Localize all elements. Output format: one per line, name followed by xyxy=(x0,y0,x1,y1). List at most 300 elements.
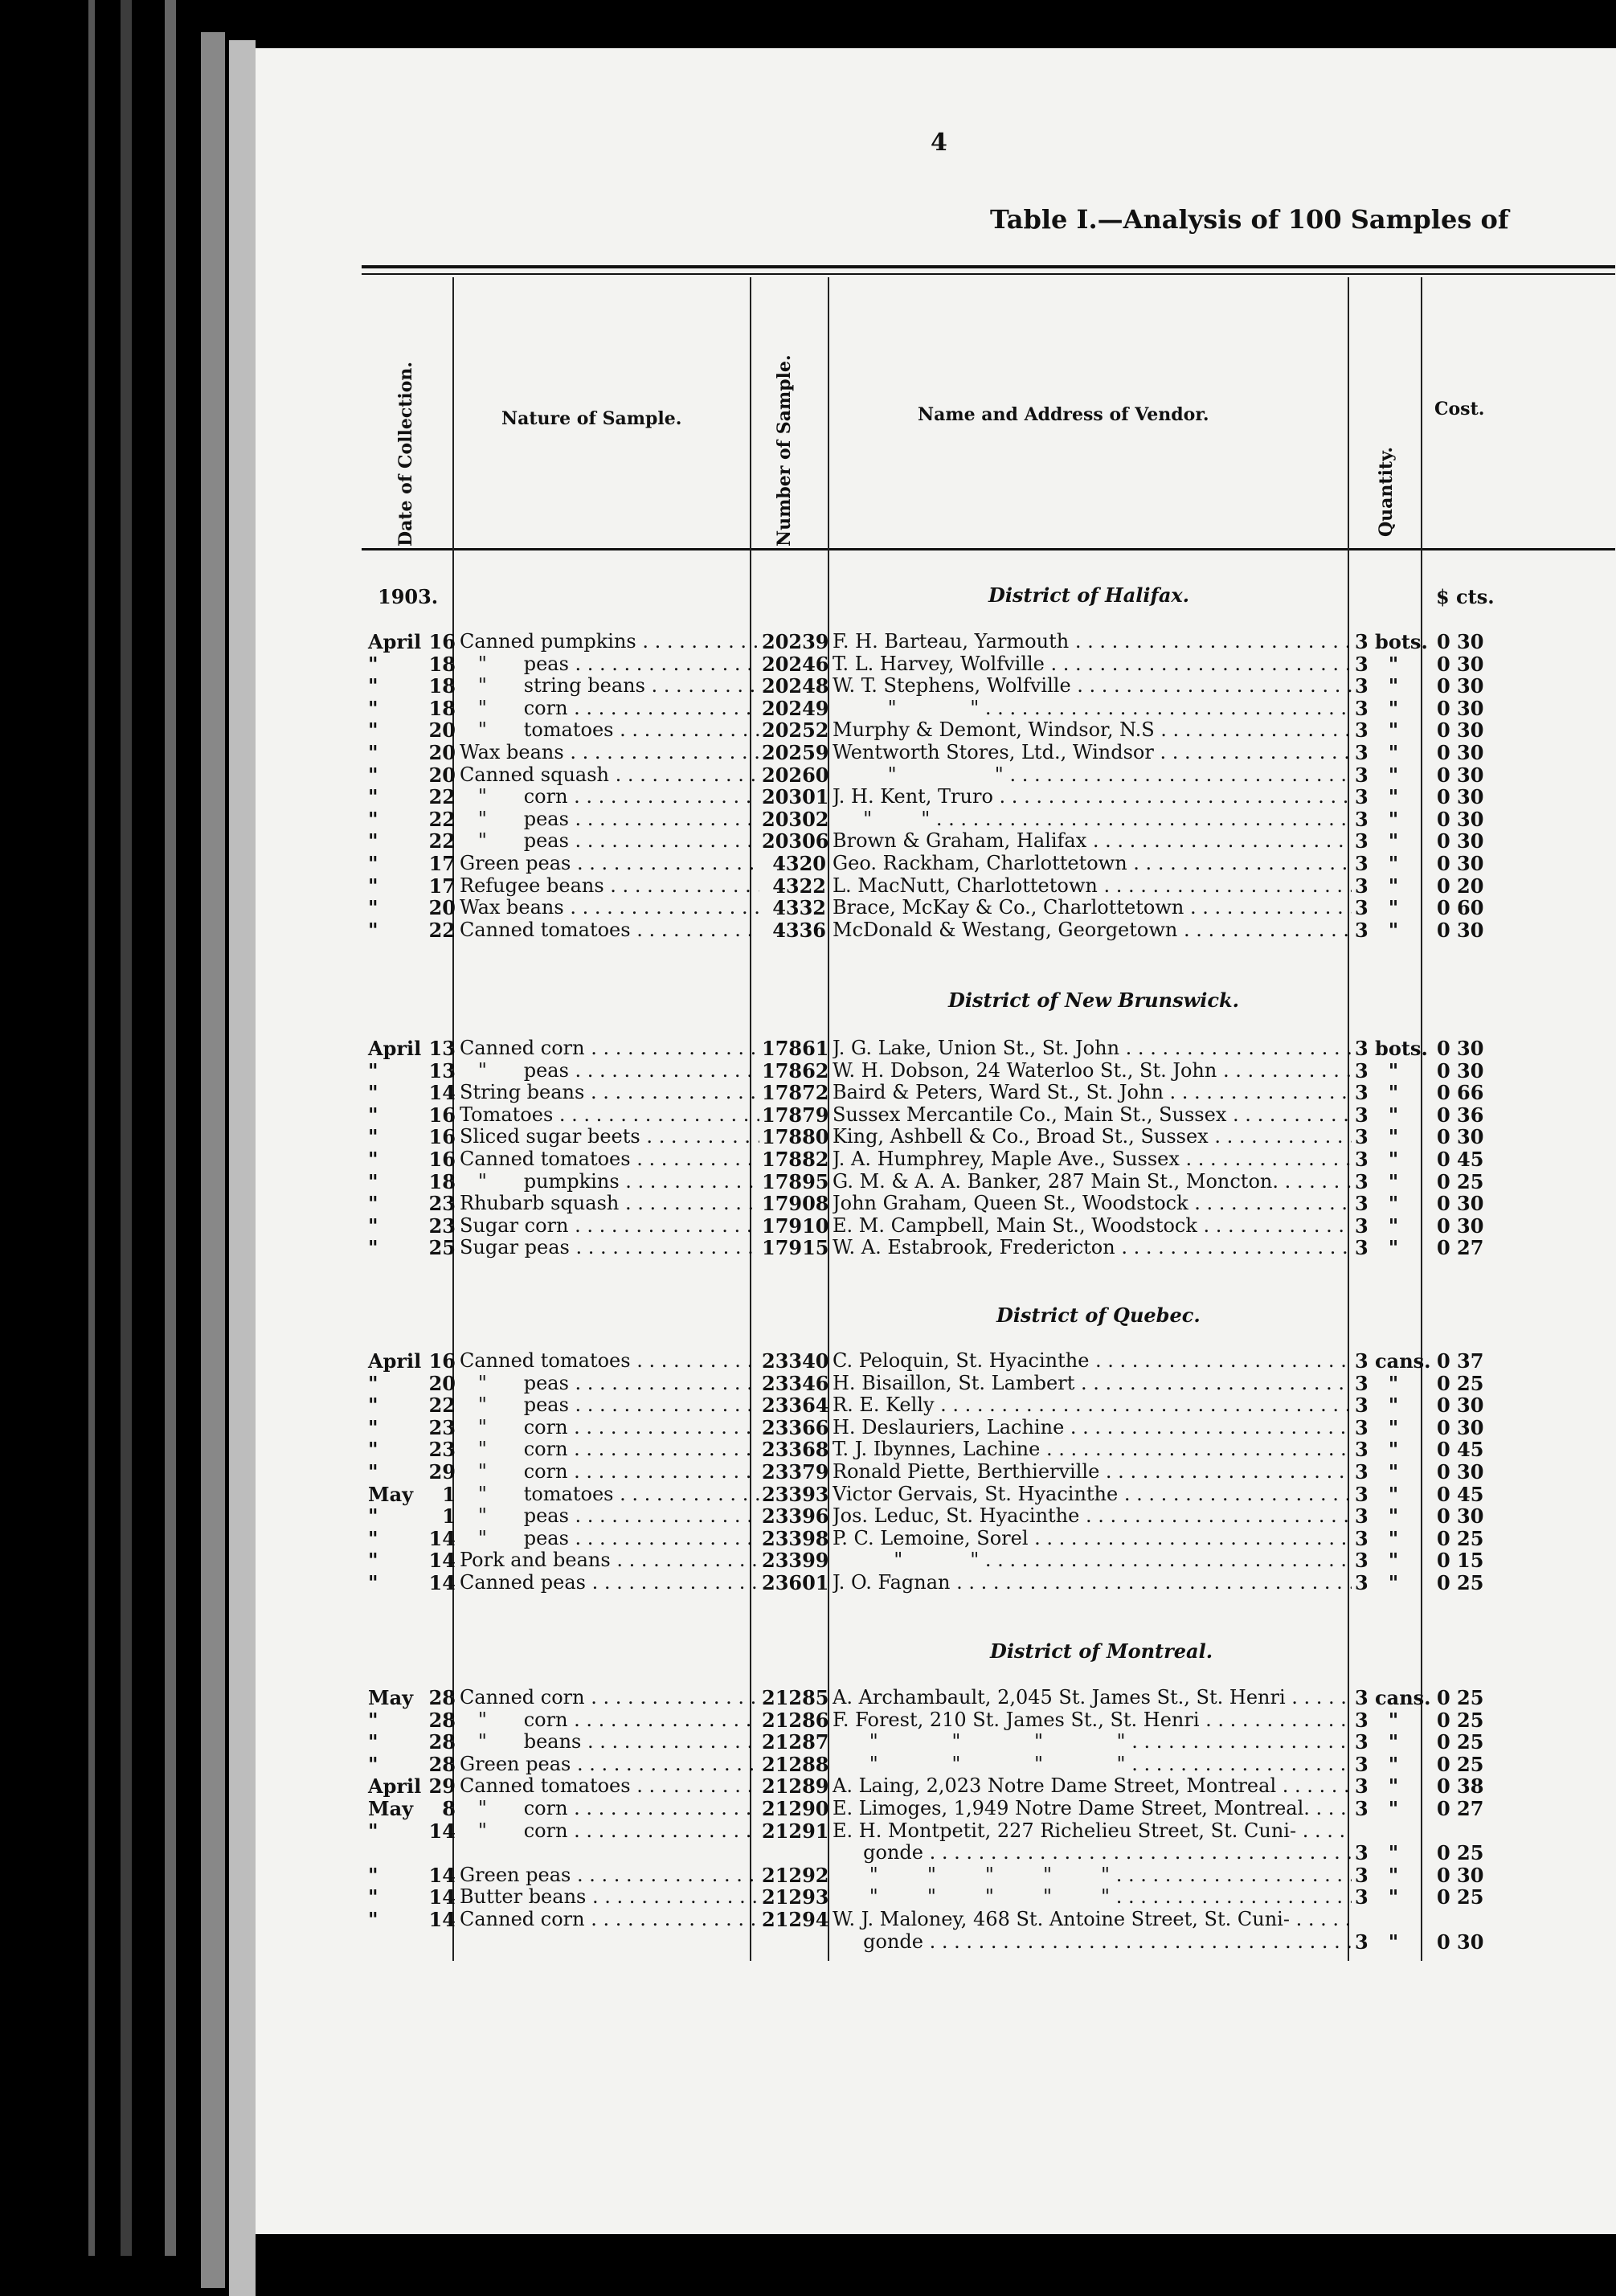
date-month: " xyxy=(368,1549,378,1573)
sample-nature: " pumpkins . . . xyxy=(460,1170,759,1193)
table-row xyxy=(0,1797,1616,1819)
district-heading: District of Montreal. xyxy=(990,1639,1213,1663)
vendor-name: " " " " " . . . xyxy=(833,1864,1352,1886)
date-day: 14 xyxy=(428,1549,456,1573)
table-row xyxy=(0,808,1616,830)
date-month: " xyxy=(368,1708,378,1732)
cost: 0 25 xyxy=(1437,1169,1484,1193)
quantity: 3 " xyxy=(1355,874,1399,898)
quantity: 3 " xyxy=(1355,807,1399,831)
quantity: 3 bots. xyxy=(1355,1037,1428,1060)
table-row xyxy=(0,1908,1616,1930)
date-day: 8 xyxy=(442,1797,456,1820)
sample-nature: Canned corn . . . xyxy=(460,1037,759,1059)
cost: 0 38 xyxy=(1437,1774,1484,1799)
quantity: 3 " xyxy=(1355,852,1399,875)
quantity: 3 " xyxy=(1355,1482,1399,1506)
sample-nature: " corn . . . xyxy=(460,1416,759,1439)
table-row xyxy=(0,1686,1616,1709)
table-row xyxy=(0,1930,1616,1953)
sample-nature: " peas . . . xyxy=(460,653,759,675)
cost: 0 30 xyxy=(1437,1394,1484,1418)
vendor-name: W. A. Estabrook, Fredericton . . . xyxy=(833,1236,1352,1259)
date-day: 22 xyxy=(428,807,456,831)
vendor-name: T. L. Harvey, Wolfville . . . xyxy=(833,653,1352,675)
cost: 0 30 xyxy=(1437,918,1484,942)
quantity: 3 " xyxy=(1355,674,1399,698)
vendor-name: E. H. Montpetit, 227 Richelieu Street, St. Cuni- . . . xyxy=(833,1819,1352,1842)
date-day: 14 xyxy=(428,1819,456,1843)
date-month: " xyxy=(368,1394,378,1418)
date-month: " xyxy=(368,1415,378,1439)
date-month: " xyxy=(368,718,378,743)
vendor-name: W. T. Stephens, Wolfville . . . xyxy=(833,674,1352,697)
quantity: 3 " xyxy=(1355,1504,1399,1529)
sample-number: 21291 xyxy=(762,1819,829,1843)
district-heading: District of Quebec. xyxy=(996,1304,1201,1327)
date-day: 18 xyxy=(428,696,456,720)
vendor-name: Baird & Peters, Ward St., St. John . . . xyxy=(833,1081,1352,1103)
quantity: 3 " xyxy=(1355,1841,1399,1865)
sample-nature: Canned squash . . . xyxy=(460,763,759,786)
quantity: 3 " xyxy=(1355,1192,1399,1216)
cost: 0 30 xyxy=(1437,1037,1484,1060)
sample-number: 17861 xyxy=(762,1037,829,1060)
date-day: 16 xyxy=(428,630,456,653)
date-month: April xyxy=(368,630,422,653)
cost: 0 45 xyxy=(1437,1438,1484,1462)
table-row xyxy=(0,1730,1616,1753)
sample-nature: " peas . . . xyxy=(460,829,759,852)
date-month: " xyxy=(368,1504,378,1529)
vendor-name: Geo. Rackham, Charlottetown . . . xyxy=(833,852,1352,874)
sample-nature: Canned tomatoes . . . xyxy=(460,1349,759,1372)
quantity: 3 " xyxy=(1355,918,1399,942)
table-row xyxy=(0,874,1616,897)
sample-number: 21286 xyxy=(762,1708,829,1732)
table-row xyxy=(0,1372,1616,1394)
vendor-name: Ronald Piette, Berthierville . . . xyxy=(833,1460,1352,1483)
cost: 0 30 xyxy=(1437,1192,1484,1216)
quantity: 3 " xyxy=(1355,785,1399,809)
sample-number: 20301 xyxy=(762,785,829,809)
vendor-name: " " " " " . . . xyxy=(833,1885,1352,1908)
sample-number: 20248 xyxy=(762,674,829,698)
table-row xyxy=(0,763,1616,786)
date-day: 20 xyxy=(428,1371,456,1395)
vendor-name: Victor Gervais, St. Hyacinthe . . . xyxy=(833,1483,1352,1505)
header-number: Number of Sample. xyxy=(774,354,795,546)
date-day: 20 xyxy=(428,718,456,743)
date-day: 14 xyxy=(428,1885,456,1909)
vendor-name: Jos. Leduc, St. Hyacinthe . . . xyxy=(833,1504,1352,1527)
cost: 0 30 xyxy=(1437,785,1484,809)
sample-nature: " peas . . . xyxy=(460,1394,759,1416)
quantity: 3 " xyxy=(1355,1863,1399,1887)
table-row xyxy=(0,1103,1616,1126)
sample-number: 23396 xyxy=(762,1504,829,1529)
quantity: 3 " xyxy=(1355,1885,1399,1909)
date-day: 1 xyxy=(442,1482,456,1506)
sample-number: 23340 xyxy=(762,1349,829,1373)
date-day: 28 xyxy=(428,1752,456,1776)
quantity: 3 bots. xyxy=(1355,630,1428,653)
quantity: 3 " xyxy=(1355,1571,1399,1594)
sample-number: 17872 xyxy=(762,1081,829,1105)
table-row xyxy=(0,1170,1616,1193)
sample-nature: Canned tomatoes . . . xyxy=(460,1148,759,1170)
vendor-name: H. Deslauriers, Lachine . . . xyxy=(833,1416,1352,1439)
sample-nature: " corn . . . xyxy=(460,1460,759,1483)
header-rule xyxy=(362,548,1615,550)
quantity: 3 " xyxy=(1355,1797,1399,1820)
date-month: " xyxy=(368,1730,378,1754)
sample-nature: " peas . . . xyxy=(460,1372,759,1394)
table-row xyxy=(0,1125,1616,1148)
sample-number: 4336 xyxy=(772,918,826,942)
cost: 0 37 xyxy=(1437,1349,1484,1373)
sample-number: 23346 xyxy=(762,1371,829,1395)
date-day: 22 xyxy=(428,785,456,809)
table-row xyxy=(0,1709,1616,1731)
sample-number: 21285 xyxy=(762,1686,829,1709)
date-month: " xyxy=(368,874,378,898)
table-row xyxy=(0,697,1616,719)
sample-number: 17908 xyxy=(762,1192,829,1216)
quantity: 3 " xyxy=(1355,1460,1399,1484)
vendor-name: W. H. Dobson, 24 Waterloo St., St. John . . . xyxy=(833,1059,1352,1082)
cost: 0 30 xyxy=(1437,1415,1484,1439)
sample-nature: Refugee beans . . . xyxy=(460,874,759,897)
date-month: " xyxy=(368,1571,378,1594)
sample-nature: " peas . . . xyxy=(460,808,759,830)
quantity: 3 cans. xyxy=(1355,1349,1431,1373)
date-day: 14 xyxy=(428,1863,456,1887)
sample-number: 21288 xyxy=(762,1752,829,1776)
header-date: Date of Collection. xyxy=(395,361,416,546)
vendor-name: R. E. Kelly . . . xyxy=(833,1394,1352,1416)
sample-number: 20252 xyxy=(762,718,829,743)
vendor-name: J. H. Kent, Truro . . . xyxy=(833,785,1352,808)
vendor-name: A. Archambault, 2,045 St. James St., St. Henri . . . xyxy=(833,1686,1352,1709)
table-row xyxy=(0,1192,1616,1214)
quantity: 3 " xyxy=(1355,1169,1399,1193)
table-title: Table I.—Analysis of 100 Samples of xyxy=(990,204,1509,235)
vendor-name: Brace, McKay & Co., Charlottetown . . . xyxy=(833,896,1352,919)
date-day: 17 xyxy=(428,874,456,898)
table-row xyxy=(0,1527,1616,1549)
cost: 0 66 xyxy=(1437,1081,1484,1105)
table-row xyxy=(0,1416,1616,1439)
sample-nature: Sugar corn . . . xyxy=(460,1214,759,1237)
table-row xyxy=(0,1571,1616,1594)
sample-nature: Canned corn . . . xyxy=(460,1908,759,1930)
date-day: 23 xyxy=(428,1192,456,1216)
table-row xyxy=(0,1864,1616,1886)
sample-number: 20306 xyxy=(762,829,829,853)
sample-number: 20239 xyxy=(762,630,829,653)
date-month: " xyxy=(368,918,378,942)
sample-number: 20246 xyxy=(762,652,829,676)
cost: 0 30 xyxy=(1437,763,1484,787)
cost: 0 30 xyxy=(1437,829,1484,853)
date-day: 23 xyxy=(428,1213,456,1238)
date-month: " xyxy=(368,674,378,698)
table-row xyxy=(0,718,1616,741)
quantity: 3 " xyxy=(1355,1394,1399,1418)
sample-nature: " tomatoes . . . xyxy=(460,718,759,741)
sample-number: 17910 xyxy=(762,1213,829,1238)
date-day: 22 xyxy=(428,829,456,853)
table-row xyxy=(0,1549,1616,1571)
header-quantity: Quantity. xyxy=(1376,446,1397,537)
quantity: 3 " xyxy=(1355,829,1399,853)
date-day: 23 xyxy=(428,1438,456,1462)
vendor-name: John Graham, Queen St., Woodstock . . . xyxy=(833,1192,1352,1214)
header-cost: Cost. xyxy=(1434,399,1485,420)
date-month: " xyxy=(368,1236,378,1260)
cost: 0 30 xyxy=(1437,1058,1484,1083)
cost: 0 30 xyxy=(1437,1125,1484,1149)
cost: 0 27 xyxy=(1437,1236,1484,1260)
cost: 0 25 xyxy=(1437,1686,1484,1709)
date-day: 13 xyxy=(428,1037,456,1060)
table-row xyxy=(0,852,1616,874)
cost: 0 25 xyxy=(1437,1752,1484,1776)
table-row xyxy=(0,653,1616,675)
vendor-name: E. M. Campbell, Main St., Woodstock . . . xyxy=(833,1214,1352,1237)
vendor-name: A. Laing, 2,023 Notre Dame Street, Montreal . . . xyxy=(833,1774,1352,1797)
table-row xyxy=(0,1841,1616,1864)
cost: 0 30 xyxy=(1437,718,1484,743)
vendor-name: " " . . . xyxy=(833,808,1352,830)
sample-nature: Rhubarb squash . . . xyxy=(460,1192,759,1214)
table-row xyxy=(0,1081,1616,1103)
date-month: " xyxy=(368,1819,378,1843)
cost: 0 25 xyxy=(1437,1841,1484,1865)
vendor-name: Wentworth Stores, Ltd., Windsor . . . xyxy=(833,741,1352,763)
quantity: 3 " xyxy=(1355,1371,1399,1395)
date-day: 23 xyxy=(428,1415,456,1439)
date-month: April xyxy=(368,1037,422,1060)
sample-nature: Canned tomatoes . . . xyxy=(460,919,759,941)
date-month: " xyxy=(368,1752,378,1776)
date-day: 28 xyxy=(428,1686,456,1709)
cost: 0 25 xyxy=(1437,1730,1484,1754)
sample-nature: String beans . . . xyxy=(460,1081,759,1103)
table-row xyxy=(0,1236,1616,1259)
sample-nature: " peas . . . xyxy=(460,1504,759,1527)
cost: 0 25 xyxy=(1437,1708,1484,1732)
quantity: 3 " xyxy=(1355,1774,1399,1799)
vendor-name: W. J. Maloney, 468 St. Antoine Street, St. Cuni- . . . xyxy=(833,1908,1352,1930)
header-vendor: Name and Address of Vendor. xyxy=(918,404,1209,425)
sample-nature: " peas . . . xyxy=(460,1059,759,1082)
quantity: 3 " xyxy=(1355,1752,1399,1776)
date-month: " xyxy=(368,807,378,831)
table-row xyxy=(0,1504,1616,1527)
quantity: 3 " xyxy=(1355,1930,1399,1954)
cost: 0 30 xyxy=(1437,1213,1484,1238)
sample-number: 4320 xyxy=(772,852,826,875)
date-month: " xyxy=(368,1192,378,1216)
sample-number: 23398 xyxy=(762,1526,829,1550)
date-month: " xyxy=(368,1081,378,1105)
date-day: 22 xyxy=(428,918,456,942)
vendor-name: J. A. Humphrey, Maple Ave., Sussex . . . xyxy=(833,1148,1352,1170)
sample-nature: Green peas . . . xyxy=(460,1753,759,1775)
date-month: " xyxy=(368,829,378,853)
sample-number: 20260 xyxy=(762,763,829,787)
table-row xyxy=(0,1037,1616,1059)
cost: 0 45 xyxy=(1437,1482,1484,1506)
sample-nature: Canned peas . . . xyxy=(460,1571,759,1594)
date-day: 1 xyxy=(442,1504,456,1529)
date-month: " xyxy=(368,1908,378,1931)
date-day: 18 xyxy=(428,652,456,676)
quantity: 3 " xyxy=(1355,1103,1399,1127)
sample-nature: Sliced sugar beets . . . xyxy=(460,1125,759,1148)
sample-nature: " corn . . . xyxy=(460,1797,759,1819)
date-day: 28 xyxy=(428,1708,456,1732)
sample-number: 23368 xyxy=(762,1438,829,1462)
table-row xyxy=(0,1214,1616,1237)
date-day: 14 xyxy=(428,1571,456,1594)
cost: 0 36 xyxy=(1437,1103,1484,1127)
table-row xyxy=(0,674,1616,697)
sample-nature: Canned corn . . . xyxy=(460,1686,759,1709)
quantity: 3 " xyxy=(1355,1708,1399,1732)
sample-nature: Sugar peas . . . xyxy=(460,1236,759,1259)
vendor-name: F. H. Barteau, Yarmouth . . . xyxy=(833,630,1352,653)
sample-number: 23399 xyxy=(762,1549,829,1573)
cost: 0 30 xyxy=(1437,652,1484,676)
quantity: 3 " xyxy=(1355,741,1399,764)
date-day: 16 xyxy=(428,1148,456,1171)
date-day: 17 xyxy=(428,852,456,875)
sample-nature: " corn . . . xyxy=(460,785,759,808)
date-day: 14 xyxy=(428,1081,456,1105)
date-month: " xyxy=(368,1526,378,1550)
date-day: 29 xyxy=(428,1460,456,1484)
cost: 0 45 xyxy=(1437,1148,1484,1171)
sample-nature: " string beans . . . xyxy=(460,674,759,697)
date-month: April xyxy=(368,1774,422,1799)
table-row xyxy=(0,1774,1616,1797)
date-day: 14 xyxy=(428,1908,456,1931)
sample-number: 21292 xyxy=(762,1863,829,1887)
quantity: 3 " xyxy=(1355,1058,1399,1083)
cost: 0 30 xyxy=(1437,630,1484,653)
sample-number: 21287 xyxy=(762,1730,829,1754)
cost: 0 25 xyxy=(1437,1885,1484,1909)
sample-nature: Canned pumpkins . . . xyxy=(460,630,759,653)
date-day: 18 xyxy=(428,1169,456,1193)
table-row xyxy=(0,1753,1616,1775)
sample-number: 17880 xyxy=(762,1125,829,1149)
cost: 0 20 xyxy=(1437,874,1484,898)
table-row xyxy=(0,741,1616,763)
date-day: 22 xyxy=(428,1394,456,1418)
top-rule xyxy=(362,273,1615,275)
sample-nature: " tomatoes . . . xyxy=(460,1483,759,1505)
sample-number: 23379 xyxy=(762,1460,829,1484)
cost: 0 25 xyxy=(1437,1526,1484,1550)
date-month: May xyxy=(368,1797,414,1820)
quantity: 3 " xyxy=(1355,1125,1399,1149)
date-month: May xyxy=(368,1686,414,1709)
date-month: " xyxy=(368,696,378,720)
sample-nature: Butter beans . . . xyxy=(460,1885,759,1908)
date-day: 28 xyxy=(428,1730,456,1754)
table-row xyxy=(0,919,1616,941)
table-row xyxy=(0,1349,1616,1372)
date-day: 18 xyxy=(428,674,456,698)
date-day: 20 xyxy=(428,741,456,764)
cost: 0 30 xyxy=(1437,674,1484,698)
sample-nature: " corn . . . xyxy=(460,697,759,719)
sample-number: 20259 xyxy=(762,741,829,764)
cost: 0 25 xyxy=(1437,1571,1484,1594)
date-month: " xyxy=(368,1863,378,1887)
header-nature: Nature of Sample. xyxy=(501,408,682,429)
date-month: " xyxy=(368,1058,378,1083)
date-day: 29 xyxy=(428,1774,456,1799)
cost: 0 30 xyxy=(1437,1930,1484,1954)
sample-number: 21294 xyxy=(762,1908,829,1931)
quantity: 3 " xyxy=(1355,1415,1399,1439)
date-day: 25 xyxy=(428,1236,456,1260)
sample-number: 17882 xyxy=(762,1148,829,1171)
date-month: " xyxy=(368,1148,378,1171)
table-row xyxy=(0,1483,1616,1505)
currency-label: $ cts. xyxy=(1436,585,1495,608)
table-row xyxy=(0,1885,1616,1908)
sample-nature: Canned tomatoes . . . xyxy=(460,1774,759,1797)
cost: 0 15 xyxy=(1437,1549,1484,1573)
vendor-name: " " . . . xyxy=(833,763,1352,786)
quantity: 3 " xyxy=(1355,1213,1399,1238)
table-row xyxy=(0,785,1616,808)
vendor-name: " " " " . . . xyxy=(833,1730,1352,1753)
sample-nature: " beans . . . xyxy=(460,1730,759,1753)
quantity: 3 " xyxy=(1355,652,1399,676)
cost: 0 30 xyxy=(1437,1863,1484,1887)
date-day: 14 xyxy=(428,1526,456,1550)
date-day: 20 xyxy=(428,896,456,920)
cost: 0 25 xyxy=(1437,1371,1484,1395)
sample-nature: " peas . . . xyxy=(460,1527,759,1549)
date-month: " xyxy=(368,1438,378,1462)
quantity: 3 cans. xyxy=(1355,1686,1431,1709)
district-heading: District of New Brunswick. xyxy=(948,988,1239,1012)
table-row xyxy=(0,896,1616,919)
vendor-name: Brown & Graham, Halifax . . . xyxy=(833,829,1352,852)
vendor-name: C. Peloquin, St. Hyacinthe . . . xyxy=(833,1349,1352,1372)
sample-number: 17862 xyxy=(762,1058,829,1083)
sample-number: 17895 xyxy=(762,1169,829,1193)
date-day: 16 xyxy=(428,1349,456,1373)
date-month: April xyxy=(368,1349,422,1373)
quantity: 3 " xyxy=(1355,763,1399,787)
date-month: " xyxy=(368,1213,378,1238)
sample-nature: Wax beans . . . xyxy=(460,896,759,919)
vendor-name: E. Limoges, 1,949 Notre Dame Street, Montreal. . . . xyxy=(833,1797,1352,1819)
sample-number: 4332 xyxy=(772,896,826,920)
date-month: " xyxy=(368,852,378,875)
date-day: 16 xyxy=(428,1103,456,1127)
page-number: 4 xyxy=(931,129,947,157)
